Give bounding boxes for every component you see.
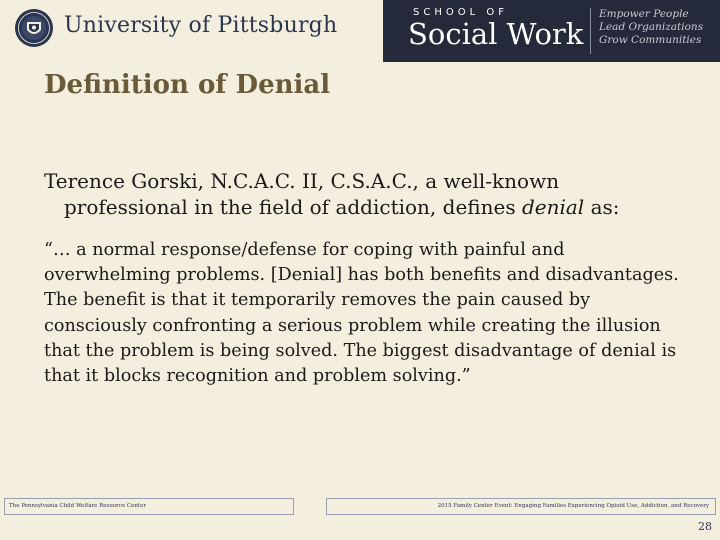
quote-line: The benefit is that it temporarily removes the pain caused by <box>44 290 591 311</box>
slide-title: Definition of Denial <box>44 70 331 100</box>
footer-event: 2015 Family Center Event: Engaging Families Experiencing Opioid Use, Addiction, and Recovery <box>326 498 716 515</box>
quote-line: overwhelming problems. [Denial] has both benefits and disadvantages. <box>44 265 679 286</box>
school-of-label: SCHOOL OF <box>413 7 508 18</box>
page-number: 28 <box>698 520 712 533</box>
quote-line: consciously confronting a serious problem while creating the illusion <box>44 315 661 336</box>
intro-text: as: <box>584 195 620 219</box>
university-banner <box>0 0 383 62</box>
school-tagline <box>599 8 703 47</box>
tagline-line: Grow Communities <box>599 34 702 46</box>
intro-paragraph <box>44 168 704 220</box>
quote-line: that the problem is being solved. The biggest disadvantage of denial is <box>44 340 677 361</box>
tagline-line: Lead Organizations <box>599 21 704 33</box>
intro-emphasis: denial <box>521 195 585 219</box>
footer-organization: The Pennsylvania Child Welfare Resource Center <box>4 498 294 515</box>
intro-line <box>44 194 704 220</box>
tagline-line: Empower People <box>599 8 689 20</box>
header-divider <box>590 8 591 54</box>
gorski-quote <box>44 238 714 389</box>
slide-header <box>0 0 720 62</box>
quote-line: “… a normal response/defense for coping with painful and <box>44 240 565 260</box>
university-seal-icon <box>14 8 54 48</box>
quote-line: that it blocks recognition and problem solving.” <box>44 366 471 387</box>
intro-text: professional in the field of addiction, defines <box>64 195 522 219</box>
intro-line: Terence Gorski, N.C.A.C. II, C.S.A.C., a well-known <box>44 169 560 193</box>
university-name: University of Pittsburgh <box>64 13 338 38</box>
school-name: Social Work <box>408 17 584 51</box>
